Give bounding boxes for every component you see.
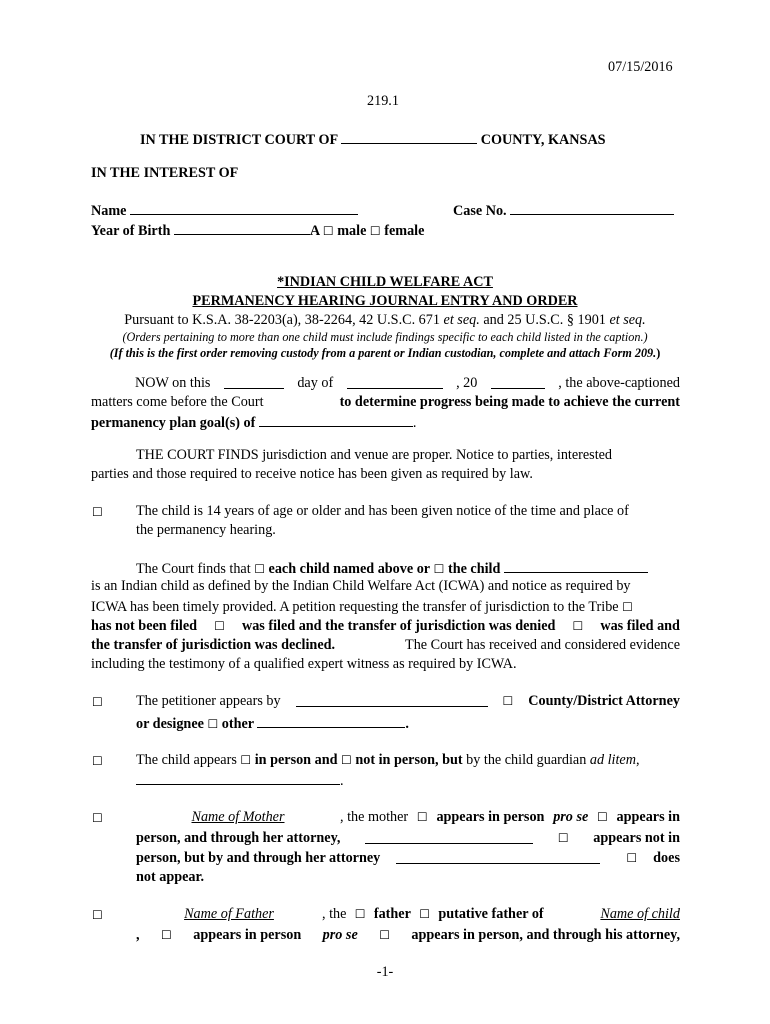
other-field[interactable] bbox=[257, 713, 405, 728]
name-row: Name bbox=[91, 200, 358, 221]
goal-field[interactable] bbox=[259, 412, 413, 427]
mother-pro-se-checkbox[interactable]: ☐ bbox=[416, 810, 428, 824]
mother-not-in-person-checkbox[interactable]: ☐ bbox=[557, 831, 569, 845]
first-order-note: (If this is the first order removing custody from a parent or Indian custodian, complete and attach Form 209.) bbox=[109, 346, 661, 360]
petitioner-checkbox[interactable]: ☐ bbox=[92, 695, 103, 709]
mother-attorney-by-field[interactable] bbox=[396, 849, 600, 864]
form-number: 219.1 bbox=[367, 93, 399, 109]
court-heading: IN THE DISTRICT COURT OF COUNTY, KANSAS bbox=[140, 129, 606, 150]
father-line2: , ☐ appears in person pro se ☐ appears in person, and through his attorney, bbox=[136, 927, 680, 943]
child-name-of-father-field[interactable]: Name of child bbox=[600, 906, 680, 922]
name-field[interactable] bbox=[130, 200, 358, 215]
age-notice-line2: the permanency hearing. bbox=[136, 522, 276, 538]
title-line1: *INDIAN CHILD WELFARE ACT bbox=[277, 274, 493, 290]
father-pro-se-checkbox[interactable]: ☐ bbox=[161, 928, 172, 942]
now-line: NOW on this day of , 20 , the above-captioned bbox=[135, 375, 680, 391]
petitioner-field[interactable] bbox=[296, 692, 488, 707]
court-finds-line1: THE COURT FINDS jurisdiction and venue are proper. Notice to parties, interested bbox=[136, 447, 613, 463]
court-finds-line2: parties and those required to receive notice has been given as required by law. bbox=[91, 466, 533, 482]
year-of-birth-row: Year of Birth A ☐ male ☐ female bbox=[91, 220, 424, 241]
female-checkbox[interactable]: ☐ bbox=[369, 224, 381, 238]
icwa-line5: the transfer of jurisdiction was declined. The Court has received and considered evidence bbox=[91, 637, 680, 653]
year-of-birth-field[interactable] bbox=[174, 220, 310, 235]
mother-attorney-field[interactable] bbox=[365, 829, 533, 844]
title-line2: PERMANENCY HEARING JOURNAL ENTRY AND ORDER bbox=[192, 293, 578, 309]
icwa-line1: The Court finds that ☐ each child named above or ☐ the child bbox=[136, 558, 648, 579]
mother-line4: not appear. bbox=[136, 869, 205, 885]
male-checkbox[interactable]: ☐ bbox=[322, 224, 334, 238]
matters-line: matters come before the Court to determine progress being made to achieve the current bbox=[91, 394, 680, 410]
father-checkbox-option[interactable]: ☐ bbox=[354, 907, 366, 921]
mother-line3: person, but by and through her attorney ☐ does bbox=[136, 850, 680, 866]
case-no-field[interactable] bbox=[510, 200, 674, 215]
icwa-line3: ICWA has been timely provided. A petition requesting the transfer of jurisdiction to the Tribe ☐ bbox=[91, 599, 633, 615]
other-checkbox[interactable]: ☐ bbox=[207, 717, 219, 731]
in-person-checkbox[interactable]: ☐ bbox=[240, 753, 252, 767]
age-notice-checkbox[interactable]: ☐ bbox=[92, 505, 103, 519]
icwa-line6: including the testimony of a qualified expert witness as required by ICWA. bbox=[91, 656, 517, 672]
each-child-checkbox[interactable]: ☐ bbox=[254, 562, 265, 576]
putative-father-checkbox[interactable]: ☐ bbox=[419, 907, 430, 921]
mother-checkbox[interactable]: ☐ bbox=[92, 811, 103, 825]
mother-name-field[interactable]: Name of Mother bbox=[191, 809, 285, 825]
mother-does-not-appear-checkbox[interactable]: ☐ bbox=[626, 851, 638, 865]
father-attorney-checkbox[interactable]: ☐ bbox=[379, 928, 390, 942]
transfer-declined-checkbox[interactable]: ☐ bbox=[572, 619, 584, 633]
county-field[interactable] bbox=[341, 129, 477, 144]
not-in-person-checkbox[interactable]: ☐ bbox=[341, 753, 352, 767]
transfer-denied-checkbox[interactable]: ☐ bbox=[214, 619, 225, 633]
transfer-not-filed-checkbox[interactable]: ☐ bbox=[622, 600, 633, 614]
child-appears-line1: The child appears ☐ in person and ☐ not in person, but by the child guardian ad litem, bbox=[136, 752, 640, 768]
pursuant-line: Pursuant to K.S.A. 38-2203(a), 38-2264, 42 U.S.C. 671 et seq. and 25 U.S.C. § 1901 et seq. bbox=[124, 312, 646, 328]
goal-line: permanency plan goal(s) of . bbox=[91, 412, 416, 433]
child-appears-line2: . bbox=[136, 770, 344, 791]
father-name-field[interactable]: Name of Father bbox=[184, 906, 274, 922]
mother-line1: Name of Mother , the mother ☐ appears in person pro se ☐ appears in bbox=[136, 808, 680, 827]
mother-line2: person, and through her attorney, ☐ appears not in bbox=[136, 830, 680, 846]
month-field[interactable] bbox=[347, 374, 443, 389]
page-number: -1- bbox=[376, 964, 394, 980]
icwa-line4: has not been filed ☐ was filed and the transfer of jurisdiction was denied ☐ was filed and bbox=[91, 618, 680, 634]
county-attorney-checkbox[interactable]: ☐ bbox=[502, 694, 514, 708]
child-appears-checkbox[interactable]: ☐ bbox=[92, 754, 103, 768]
petitioner-line1: The petitioner appears by ☐ County/District Attorney bbox=[136, 693, 680, 709]
age-notice-line1: The child is 14 years of age or older and has been given notice of the time and place of bbox=[136, 503, 629, 519]
mother-attorney-checkbox[interactable]: ☐ bbox=[597, 810, 608, 824]
case-no-row: Case No. bbox=[453, 200, 674, 221]
caption-note: (Orders pertaining to more than one child must include findings specific to each child listed in the caption.) bbox=[122, 330, 648, 344]
father-line1: Name of Father , the ☐ father ☐ putative father of Name of child bbox=[136, 905, 680, 924]
day-field[interactable] bbox=[224, 374, 284, 389]
icwa-line2: is an Indian child as defined by the Indian Child Welfare Act (ICWA) and notice as required by bbox=[91, 578, 631, 594]
form-date: 07/15/2016 bbox=[608, 59, 673, 75]
year-field[interactable] bbox=[491, 374, 545, 389]
father-checkbox[interactable]: ☐ bbox=[92, 908, 103, 922]
interest-of-heading: IN THE INTEREST OF bbox=[91, 165, 239, 181]
petitioner-line2: or designee ☐ other . bbox=[136, 713, 409, 734]
the-child-checkbox[interactable]: ☐ bbox=[433, 562, 445, 576]
child-name-field[interactable] bbox=[504, 558, 648, 573]
guardian-ad-litem-field[interactable] bbox=[136, 770, 340, 785]
